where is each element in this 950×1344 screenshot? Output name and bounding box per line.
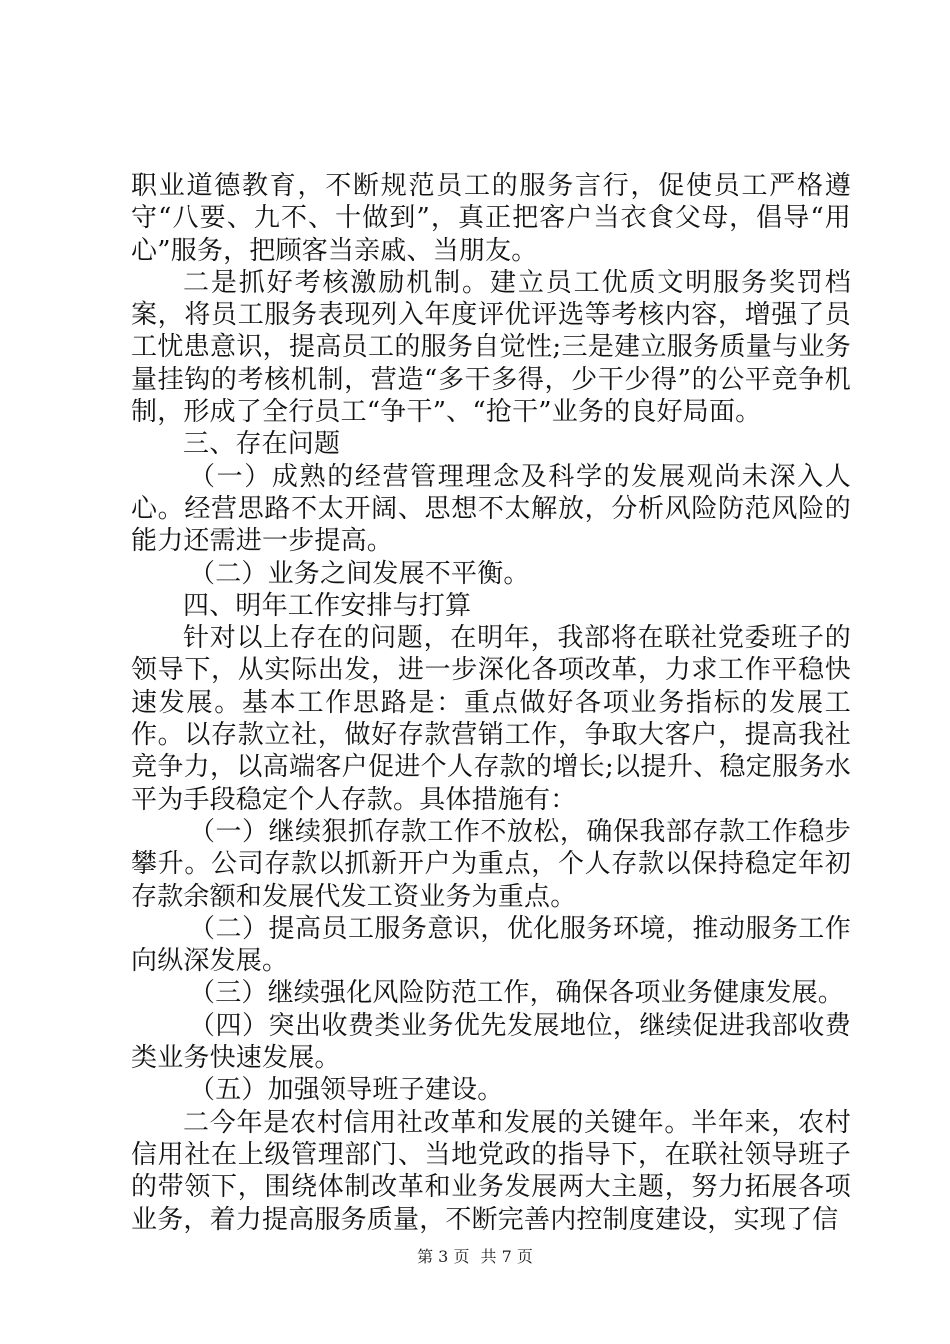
paragraph: 二是抓好考核激励机制。建立员工优质文明服务奖罚档案，将员工服务表现列入年度评优评选等考核内容，增强了员工忧患意识，提高员工的服务自觉性;三是建立服务质量与业务量挂钩的考核机制，营造“多干多得，少干少得”的公平竞争机制，形成了全行员工“争干”、“抢干”业务的良好局面。	[131, 267, 851, 428]
paragraph: （四）突出收费类业务优先发展地位，继续促进我部收费类业务快速发展。	[131, 1010, 851, 1074]
page-total: 共 7 页	[480, 1247, 533, 1266]
paragraph: （一）成熟的经营管理理念及科学的发展观尚未深入人心。经营思路不太开阔、思想不太解放，分析风险防范风险的能力还需进一步提高。	[131, 461, 851, 557]
paragraph: （二）提高员工服务意识，优化服务环境，推动服务工作向纵深发展。	[131, 913, 851, 977]
page-number: 第 3 页	[417, 1247, 470, 1266]
paragraph: 针对以上存在的问题，在明年，我部将在联社党委班子的领导下，从实际出发，进一步深化各项改革，力求工作平稳快速发展。基本工作思路是：重点做好各项业务指标的发展工作。以存款立社，做好存款营销工作，争取大客户，提高我社竞争力，以高端客户促进个人存款的增长;以提升、稳定服务水平为手段稳定个人存款。具体措施有：	[131, 623, 851, 815]
paragraph: 职业道德教育，不断规范员工的服务言行，促使员工严格遵守“八要、九不、十做到”，真正把客户当衣食父母，倡导“用心”服务，把顾客当亲戚、当朋友。	[131, 171, 851, 266]
document-body	[131, 170, 851, 1236]
paragraph: （一）继续狠抓存款工作不放松，确保我部存款工作稳步攀升。公司存款以抓新开户为重点，个人存款以保持稳定年初存款余额和发展代发工资业务为重点。	[131, 816, 851, 912]
paragraph: （五）加强领导班子建设。	[189, 1075, 504, 1106]
section-heading: 三、存在问题	[183, 429, 341, 460]
paragraph: 二今年是农村信用社改革和发展的关键年。半年来，农村信用社在上级管理部门、当地党政的指导下，在联社领导班子的带领下，围绕体制改革和业务发展两大主题，努力拓展各项业务，着力提高服务质量，不断完善内控制度建设，实现了信	[131, 1107, 851, 1235]
paragraph: （二）业务之间发展不平衡。	[189, 558, 530, 589]
section-heading: 四、明年工作安排与打算	[183, 590, 472, 621]
paragraph: （三）继续强化风险防范工作，确保各项业务健康发展。	[189, 978, 845, 1009]
page-footer	[0, 1244, 950, 1267]
